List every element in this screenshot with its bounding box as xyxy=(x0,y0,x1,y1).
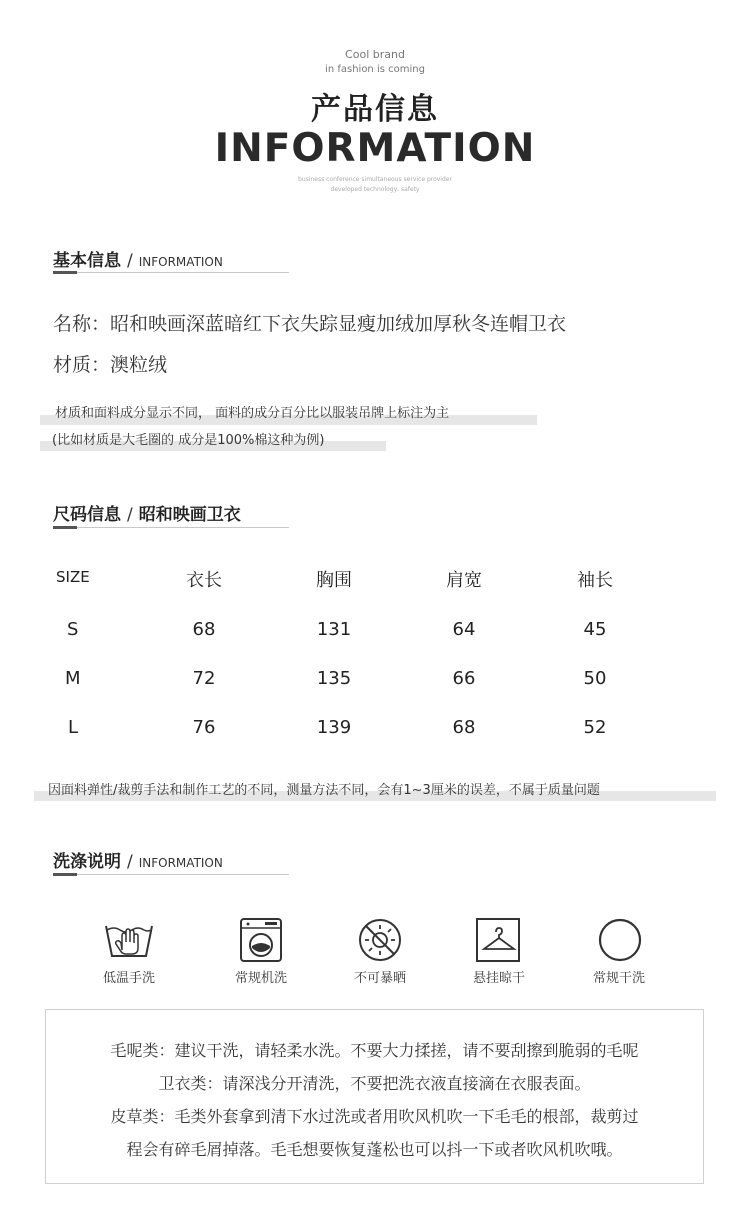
table-cell: 139 xyxy=(316,717,352,738)
section-divider-accent xyxy=(53,873,77,876)
material-note-2: (比如材质是大毛圈的 成分是100%棉这种为例) xyxy=(52,433,325,448)
section-divider-accent xyxy=(53,271,77,274)
table-cell: 131 xyxy=(316,619,352,640)
section-divider-accent xyxy=(53,526,77,529)
dry-clean-icon xyxy=(596,916,646,964)
header-subtext-2: developed technology, safety xyxy=(330,186,420,193)
table-cell: 135 xyxy=(316,668,352,689)
table-cell: 50 xyxy=(583,668,607,689)
product-material: 材质：澳粒绒 xyxy=(53,354,168,376)
table-cell: M xyxy=(65,668,81,689)
measurement-note: 因面料弹性/裁剪手法和制作工艺的不同，测量方法不同，会有1~3厘米的误差，不属于质量问题 xyxy=(48,783,600,798)
wash-icon-label: 常规干洗 xyxy=(592,971,645,986)
table-cell: 64 xyxy=(452,619,476,640)
wash-instruction-line: 程会有碎毛屑掉落。毛毛想要恢复蓬松也可以抖一下或者吹风机吹哦。 xyxy=(126,1140,623,1159)
table-cell: L xyxy=(68,717,79,738)
basic-info-heading-cn: 基本信息 xyxy=(53,251,121,271)
wash-icon-label: 不可暴晒 xyxy=(353,971,406,986)
table-cell: 76 xyxy=(192,717,216,738)
size-info-heading-cn: 尺码信息 xyxy=(53,505,121,525)
section-divider xyxy=(53,272,289,273)
hand-wash-icon xyxy=(104,916,154,964)
table-header-cell: 肩宽 xyxy=(446,570,482,591)
wash-info-heading-cn: 洗涤说明 xyxy=(53,852,121,872)
material-note-1: 材质和面料成分显示不同， 面料的成分百分比以服装吊牌上标注为主 xyxy=(55,406,450,421)
page-title-cn: 产品信息 xyxy=(311,92,439,127)
product-name: 名称：昭和映画深蓝暗红下衣失踪显瘦加绒加厚秋冬连帽卫衣 xyxy=(53,313,567,335)
table-cell: 68 xyxy=(192,619,216,640)
table-header-cell: 胸围 xyxy=(316,570,352,591)
wash-instruction-line: 卫衣类：请深浅分开清洗，不要把洗衣液直接滴在衣服表面。 xyxy=(158,1074,591,1093)
wash-instruction-line: 皮草类：毛类外套拿到清下水过洗或者用吹风机吹一下毛毛的根部，裁剪过 xyxy=(110,1107,639,1126)
heading-slash: / xyxy=(127,251,133,271)
table-cell: 66 xyxy=(452,668,476,689)
table-header-cell: 衣长 xyxy=(186,570,222,591)
wash-icon-label: 常规机洗 xyxy=(234,971,287,986)
wash-instruction-line: 毛呢类：建议干洗，请轻柔水洗。不要大力揉搓，请不要刮擦到脆弱的毛呢 xyxy=(110,1041,639,1060)
wash-info-heading xyxy=(53,847,223,872)
heading-slash: / xyxy=(127,852,133,872)
table-header-cell: SIZE xyxy=(56,568,90,586)
page-title-en: INFORMATION xyxy=(214,126,536,171)
machine-wash-icon xyxy=(237,916,287,964)
wash-icon-label: 低温手洗 xyxy=(102,971,155,986)
basic-info-heading xyxy=(53,246,223,271)
table-cell: S xyxy=(67,619,79,640)
basic-info-heading-en: INFORMATION xyxy=(138,255,223,269)
table-cell: 72 xyxy=(192,668,216,689)
table-cell: 45 xyxy=(583,619,607,640)
table-header-cell: 袖长 xyxy=(577,570,613,591)
section-divider xyxy=(53,874,289,875)
wash-info-heading-en: INFORMATION xyxy=(138,856,223,870)
tagline-fashion: in fashion is coming xyxy=(325,64,425,75)
heading-slash: / xyxy=(127,505,133,525)
table-cell: 52 xyxy=(583,717,607,738)
wash-icon-label: 悬挂晾干 xyxy=(472,971,525,986)
table-cell: 68 xyxy=(452,717,476,738)
section-divider xyxy=(53,527,289,528)
size-info-heading-sub: 昭和映画卫衣 xyxy=(138,505,241,525)
tagline-cool-brand: Cool brand xyxy=(345,48,405,61)
hang-dry-icon xyxy=(474,916,524,964)
no-sun-icon xyxy=(355,916,405,964)
header-subtext-1: business conference simultaneous service provider xyxy=(298,176,452,183)
size-info-heading xyxy=(53,500,241,525)
